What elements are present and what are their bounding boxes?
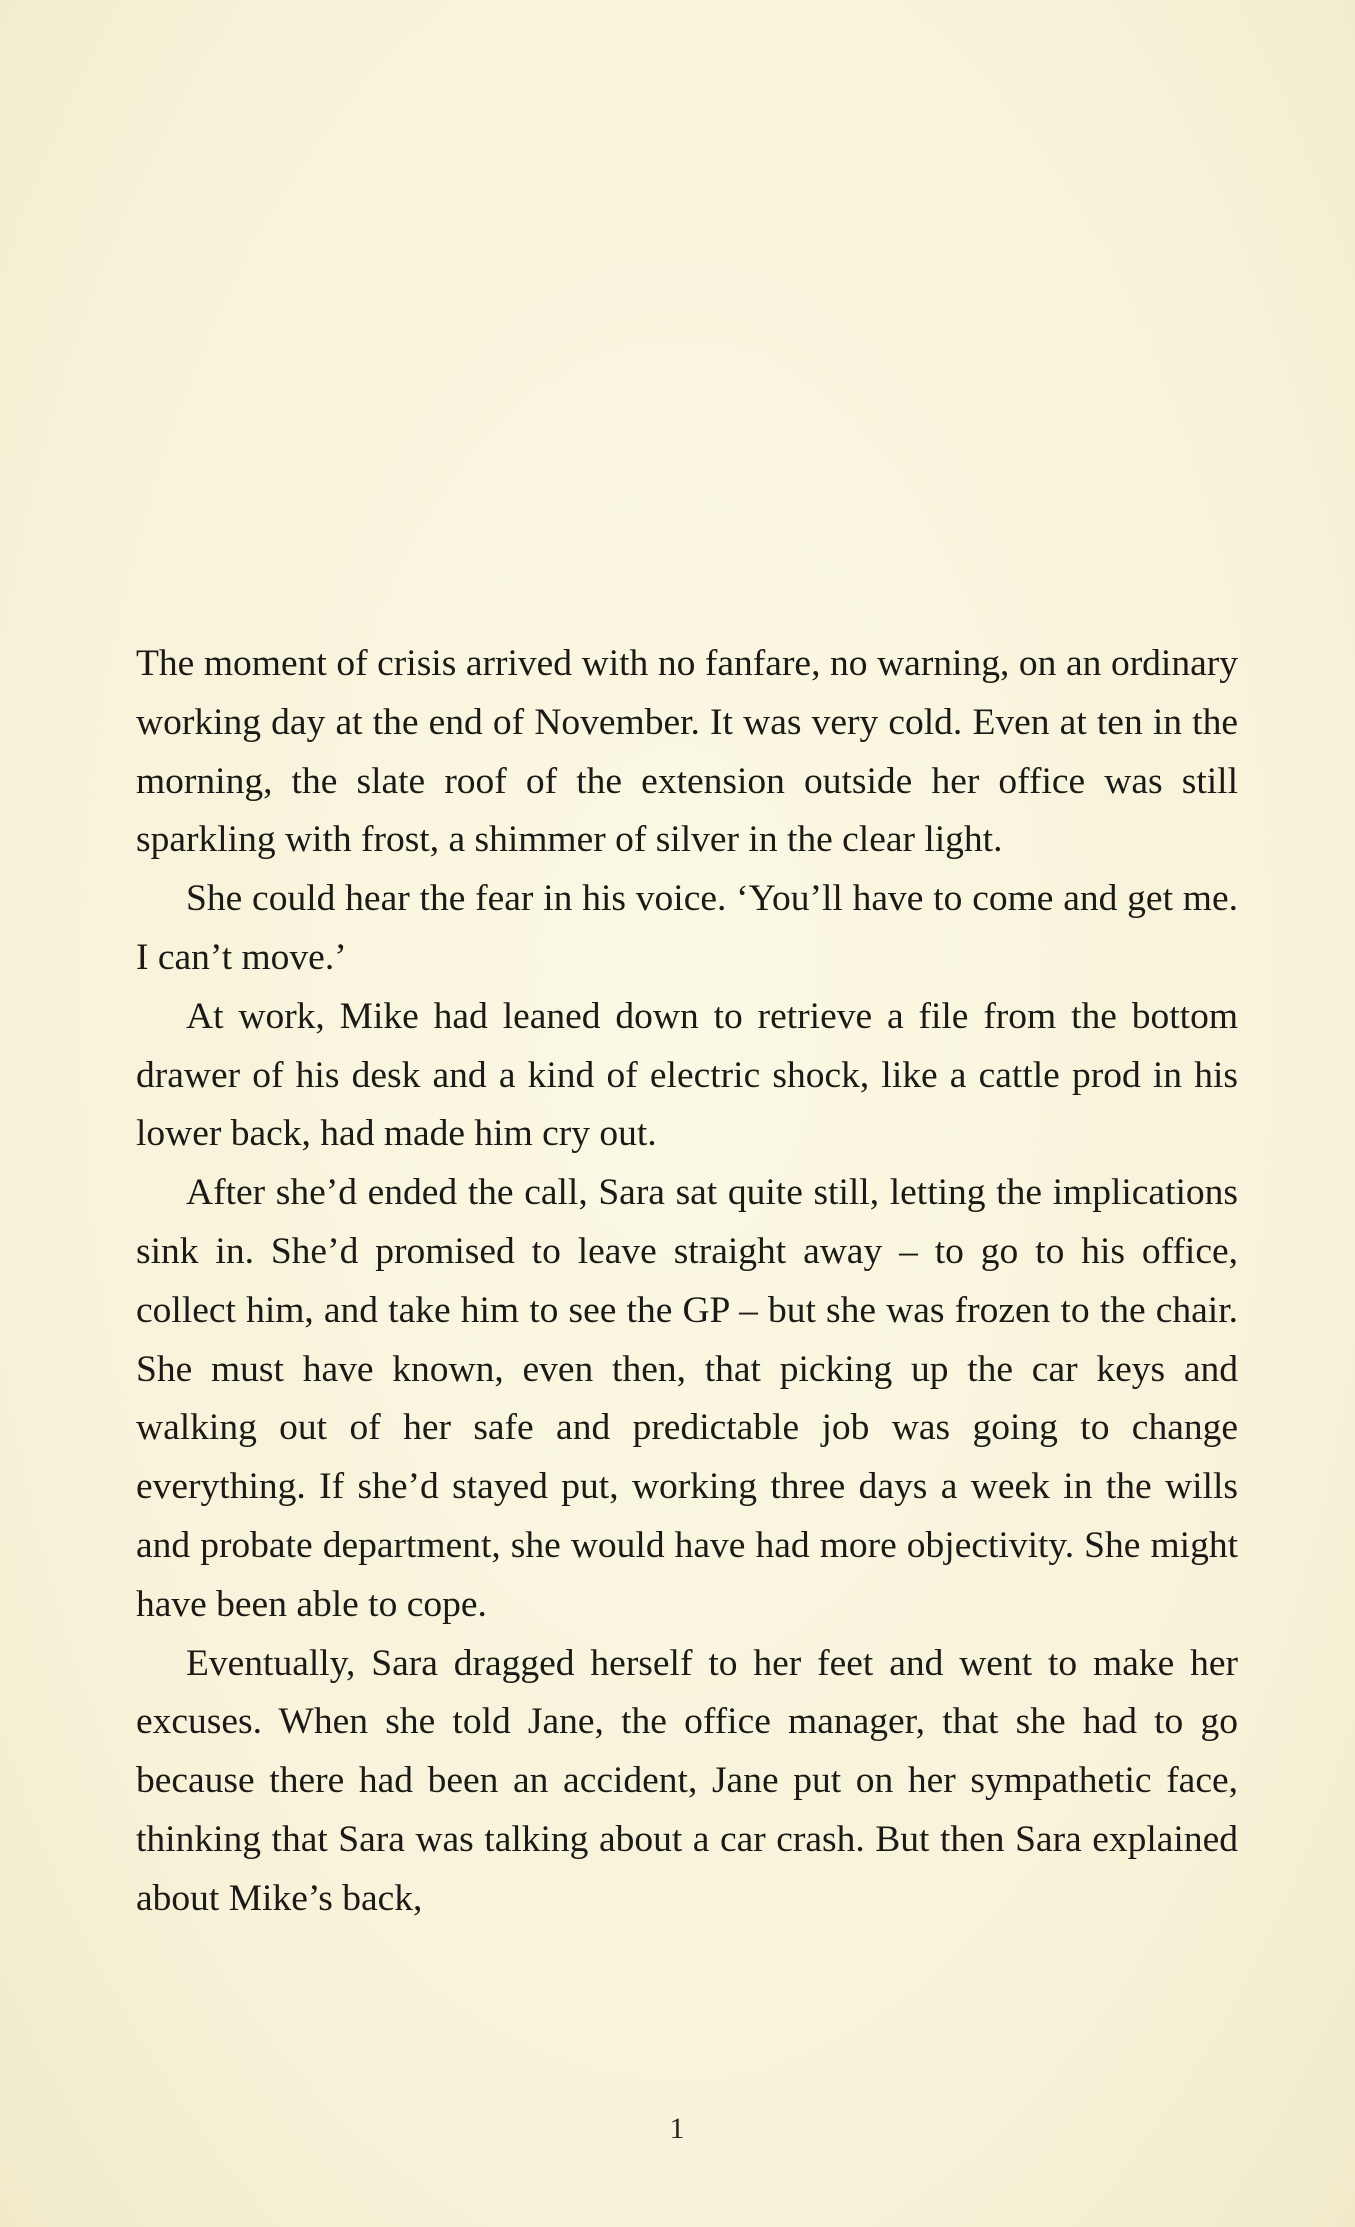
paragraph-5: Eventually, Sara dragged herself to her feet and went to make her excuses. When she told Jane, the office manager, that she had to go because there had been an accident, Jane put on her sympathetic face, thinking that Sara was talking about a car crash. But then Sara explained about Mike’s back, xyxy=(136,1642,1238,1919)
body-text xyxy=(136,635,1238,1929)
paragraph-4: After she’d ended the call, Sara sat quite still, letting the implications sink in. She’d promised to leave straight away – to go to his office, collect him, and take him to see the GP – but she was frozen to the chair. She must have known, even then, that picking up the car keys and walking out of her safe and predictable job was going to change everything. If she’d stayed put, working three days a week in the wills and probate department, she would have had more objectivity. She might have been able to cope. xyxy=(136,1172,1238,1625)
paragraph-3: At work, Mike had leaned down to retrieve a file from the bottom drawer of his desk and a kind of electric shock, like a cattle prod in his lower back, had made him cry out. xyxy=(136,995,1238,1155)
page-number: 1 xyxy=(669,2112,686,2145)
paragraph-2: She could hear the fear in his voice. ‘You’ll have to come and get me. I can’t move.’ xyxy=(136,878,1238,978)
paragraph-1: The moment of crisis arrived with no fanfare, no warning, on an ordinary working day at the end of November. It was very cold. Even at ten in the morning, the slate roof of the extension outside her office was still sparkling with frost, a shimmer of silver in the clear light. xyxy=(136,643,1238,861)
